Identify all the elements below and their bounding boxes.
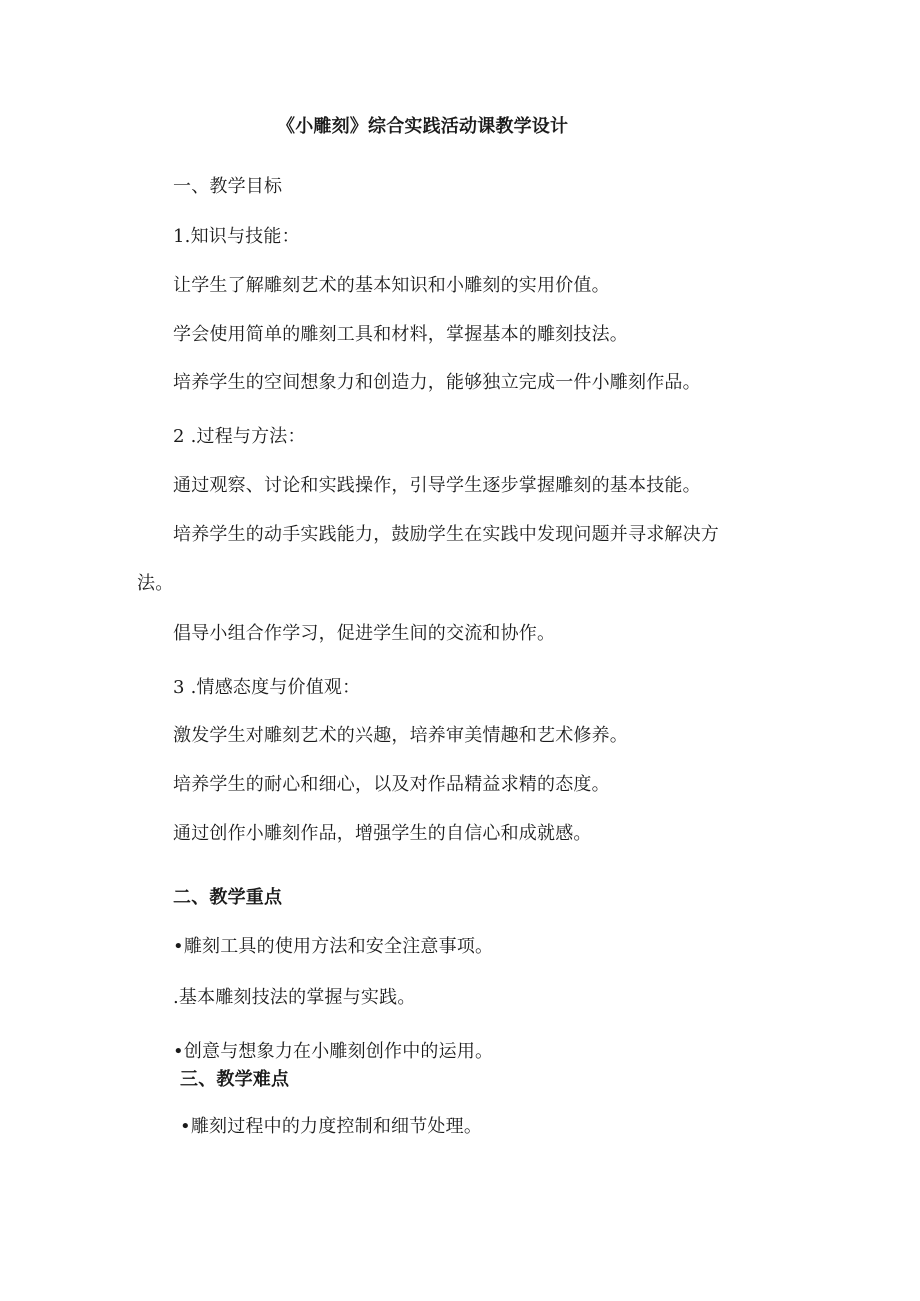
paragraph: 通过观察、讨论和实践操作，引导学生逐步掌握雕刻的基本技能。 [173,475,701,496]
paragraph: 倡导小组合作学习，促进学生间的交流和协作。 [173,623,556,644]
subsection-heading-knowledge: 1.知识与技能： [173,226,300,247]
list-item: •雕刻工具的使用方法和安全注意事项。 [173,936,494,957]
subsection-heading-attitude: 3 .情感态度与价值观： [173,677,361,698]
list-item: •创意与想象力在小雕刻创作中的运用。 [173,1041,494,1062]
section-heading-objectives: 一、教学目标 [173,176,283,197]
list-item: •雕刻过程中的力度控制和细节处理。 [180,1116,483,1137]
paragraph: 让学生了解雕刻艺术的基本知识和小雕刻的实用价值。 [173,275,610,296]
paragraph: 培养学生的空间想象力和创造力，能够独立完成一件小雕刻作品。 [173,372,701,393]
paragraph-continuation: 法。 [137,573,174,594]
document-title: 《小雕刻》综合实践活动课教学设计 [277,116,569,137]
list-item: .基本雕刻技法的掌握与实践。 [173,987,416,1008]
subsection-heading-process: 2 .过程与方法： [173,426,306,447]
paragraph: 培养学生的动手实践能力，鼓励学生在实践中发现问题并寻求解决方 [173,524,719,545]
paragraph: 学会使用简单的雕刻工具和材料，掌握基本的雕刻技法。 [173,324,628,345]
paragraph: 通过创作小雕刻作品，增强学生的自信心和成就感。 [173,823,592,844]
paragraph: 激发学生对雕刻艺术的兴趣，培养审美情趣和艺术修养。 [173,725,628,746]
section-heading-difficulties: 三、教学难点 [180,1069,290,1090]
paragraph: 培养学生的耐心和细心，以及对作品精益求精的态度。 [173,774,610,795]
section-heading-key-points: 二、教学重点 [173,887,283,908]
